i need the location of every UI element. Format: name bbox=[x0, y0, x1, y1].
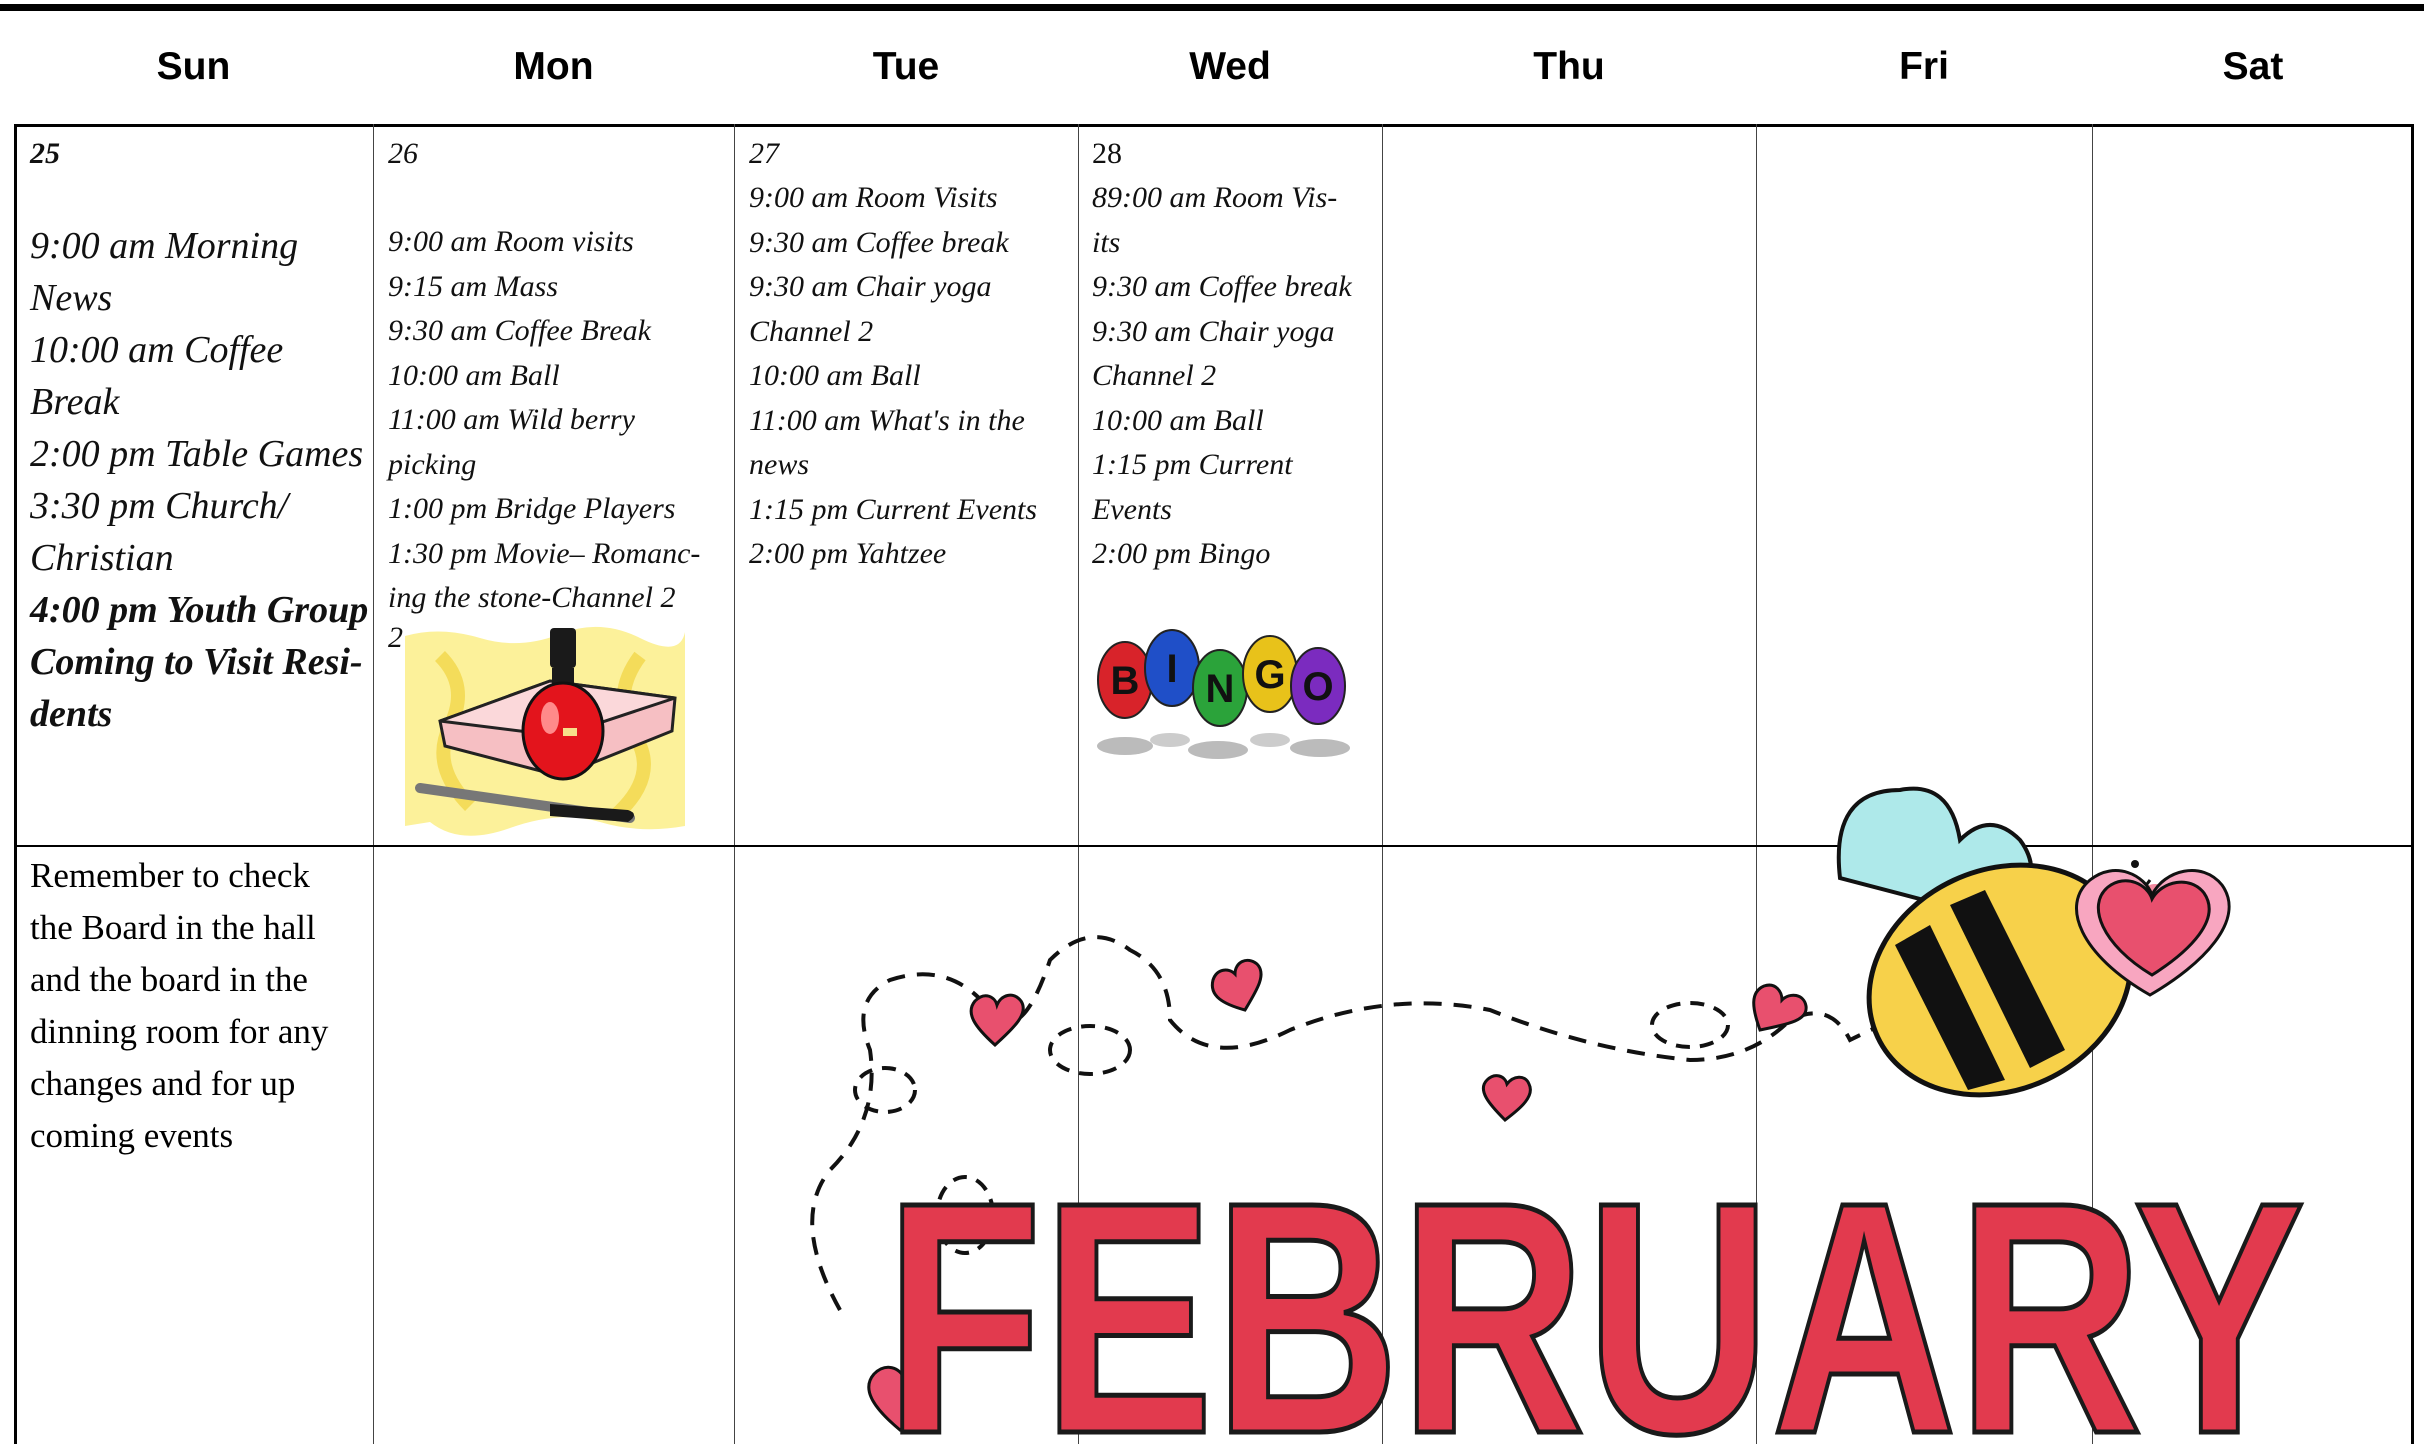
svg-text:B: B bbox=[1110, 659, 1140, 703]
event-line-highlight: 4:00 pm Youth Group bbox=[30, 589, 369, 631]
day-cell-sun bbox=[30, 132, 370, 740]
day-header-sat: Sat bbox=[2222, 45, 2284, 88]
day-header-mon: Mon bbox=[513, 45, 594, 88]
note-line: the Board in the hall bbox=[30, 908, 316, 947]
grid-divider bbox=[373, 124, 374, 1444]
event-line: 1:15 pm Current bbox=[1092, 448, 1293, 481]
svg-text:I: I bbox=[1166, 647, 1178, 691]
top-rule bbox=[0, 4, 2424, 11]
event-line: 2:00 pm Table Games bbox=[30, 433, 364, 475]
event-line: picking bbox=[388, 447, 477, 481]
nail-polish-clipart bbox=[400, 626, 690, 834]
event-line: 9:15 am Mass bbox=[388, 269, 558, 303]
event-line: News bbox=[30, 277, 113, 319]
day-header-tue: Tue bbox=[872, 45, 940, 88]
bingo-ball-o bbox=[1291, 648, 1345, 724]
event-line: 2 bbox=[388, 620, 403, 654]
event-line: 10:00 am Ball bbox=[749, 359, 921, 392]
date-number: 25 bbox=[30, 137, 60, 170]
february-title: FEBRUARY bbox=[885, 1133, 2305, 1444]
event-line: 9:30 am Coffee break bbox=[749, 225, 1009, 259]
event-line: 9:00 am Room visits bbox=[388, 225, 634, 258]
event-line: 10:00 am Coffee bbox=[30, 329, 284, 371]
svg-text:O: O bbox=[1302, 665, 1334, 709]
bingo-ball-b bbox=[1098, 642, 1152, 718]
event-line: 10:00 am Ball bbox=[1092, 403, 1264, 437]
event-line: Christian bbox=[30, 537, 174, 579]
event-line: Events bbox=[1092, 492, 1172, 526]
bingo-ball-n bbox=[1193, 650, 1247, 726]
event-line: 10:00 am Ball bbox=[388, 358, 560, 392]
event-line: 9:00 am Room Visits bbox=[749, 181, 998, 214]
event-line: 11:00 am What's in the bbox=[749, 403, 1025, 437]
event-line: 9:30 am Chair yoga bbox=[749, 270, 992, 303]
event-line: 3:30 pm Church/ bbox=[30, 485, 289, 527]
reminder-note bbox=[30, 850, 360, 1162]
bingo-ball-i bbox=[1145, 630, 1199, 706]
grid-divider bbox=[734, 124, 735, 1444]
date-number: 26 bbox=[388, 137, 418, 170]
date-number: 28 bbox=[1092, 137, 1122, 170]
date-number: 27 bbox=[749, 137, 779, 170]
bingo-ball-g bbox=[1243, 636, 1297, 712]
event-line-highlight: Coming to Visit Resi- bbox=[30, 641, 363, 683]
day-cell-tue bbox=[749, 132, 1079, 577]
day-header-wed: Wed bbox=[1189, 45, 1271, 88]
event-line: 9:30 am Chair yoga bbox=[1092, 314, 1335, 348]
day-header-fri: Fri bbox=[1899, 45, 1949, 88]
day-header-thu: Thu bbox=[1533, 45, 1605, 88]
svg-text:N: N bbox=[1205, 667, 1235, 711]
note-line: dinning room for any bbox=[30, 1012, 329, 1051]
event-line: 1:30 pm Movie– Romanc- bbox=[388, 536, 701, 570]
event-line: 1:00 pm Bridge Players bbox=[388, 492, 676, 525]
day-cell-mon bbox=[388, 132, 732, 654]
event-line: 2:00 pm Bingo bbox=[1092, 537, 1271, 570]
event-line: Channel 2 bbox=[1092, 359, 1217, 392]
event-line-highlight: dents bbox=[30, 693, 113, 735]
event-line: 9:00 am Morning bbox=[30, 225, 299, 267]
note-line: Remember to check bbox=[30, 856, 310, 895]
event-line: 11:00 am Wild berry bbox=[388, 403, 635, 436]
event-line: news bbox=[749, 448, 809, 481]
day-header-sun: Sun bbox=[156, 45, 231, 88]
event-line: its bbox=[1092, 225, 1121, 259]
svg-text:G: G bbox=[1254, 653, 1286, 697]
note-line: changes and for up bbox=[30, 1064, 296, 1103]
event-line: Channel 2 bbox=[749, 314, 874, 348]
event-line: 89:00 am Room Vis- bbox=[1092, 181, 1338, 214]
weekday-header bbox=[14, 12, 2414, 122]
day-cell-wed bbox=[1092, 132, 1382, 577]
bingo-balls-clipart bbox=[1090, 618, 1360, 768]
event-line: 2:00 pm Yahtzee bbox=[749, 537, 947, 570]
event-line: Break bbox=[30, 381, 120, 423]
event-line: 9:30 am Coffee break bbox=[1092, 270, 1352, 303]
bee-icon bbox=[1831, 789, 2229, 1137]
note-line: and the board in the bbox=[30, 960, 308, 999]
note-line: coming events bbox=[30, 1116, 234, 1155]
event-line: 1:15 pm Current Events bbox=[749, 492, 1038, 526]
event-line: 9:30 am Coffee Break bbox=[388, 314, 651, 347]
february-banner-clipart bbox=[790, 750, 2424, 1444]
event-line: ing the stone-Channel 2 bbox=[388, 581, 676, 614]
